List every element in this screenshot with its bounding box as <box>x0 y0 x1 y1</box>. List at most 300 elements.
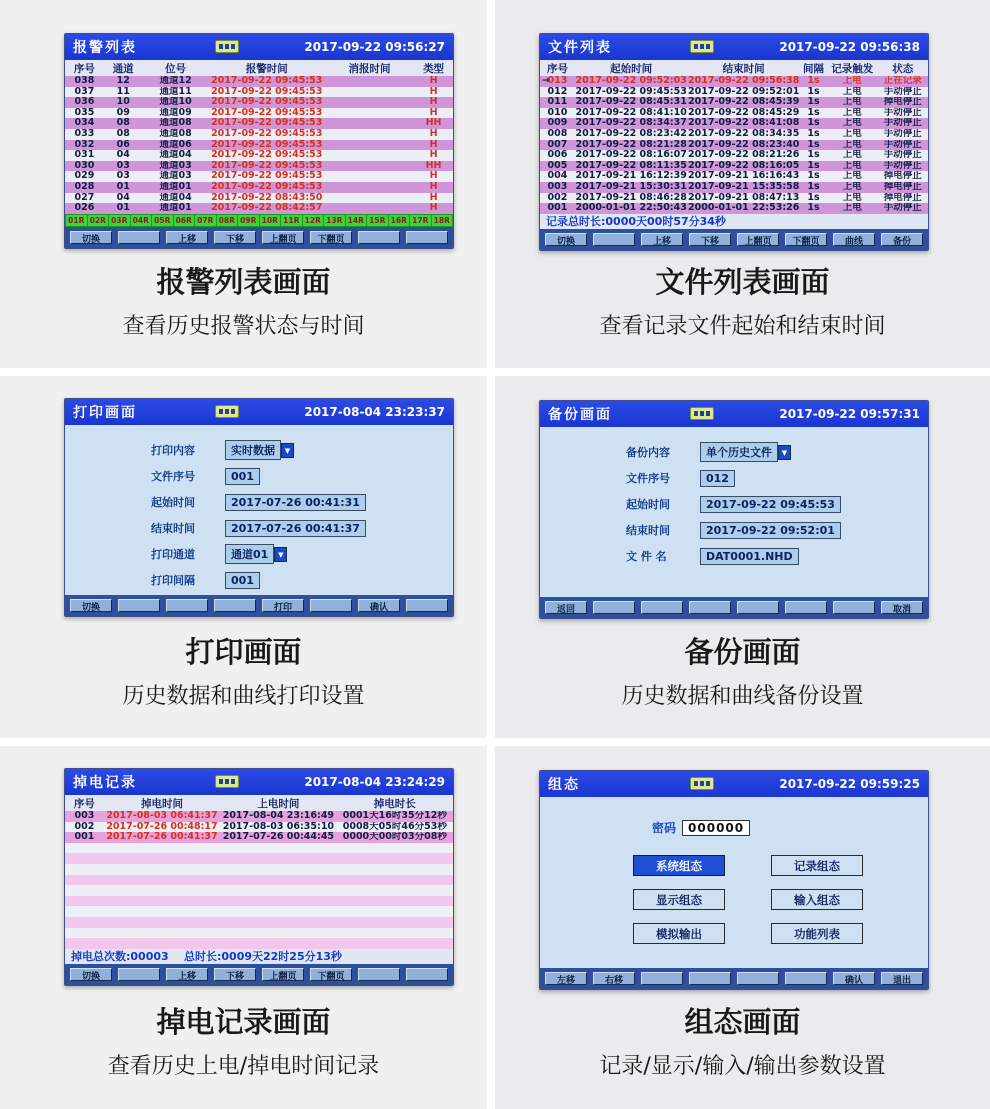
cell: 2017-09-22 09:52:03 <box>575 76 687 86</box>
softkey-button[interactable]: 确认 <box>358 599 400 612</box>
softkey-button[interactable]: 上翻页 <box>737 233 779 246</box>
page-title: 打印画面 <box>73 405 137 421</box>
table-row[interactable] <box>540 76 928 87</box>
cell: 2017-09-21 08:47:13 <box>688 192 800 203</box>
table-row[interactable] <box>65 182 453 193</box>
cell: 0001天16时35分12秒 <box>342 811 447 821</box>
cell <box>104 906 220 917</box>
cell-alarm <box>0 0 487 368</box>
cell: 06 <box>116 139 130 150</box>
cell: 010 <box>547 107 568 118</box>
table-row[interactable] <box>540 182 928 193</box>
table-row[interactable] <box>65 129 453 140</box>
cell: 006 <box>547 150 568 161</box>
cell: 10 <box>116 97 130 108</box>
channel-key[interactable]: 11R <box>281 215 302 226</box>
softkey-button[interactable]: 切换 <box>70 231 112 244</box>
field-value[interactable]: 001 <box>225 572 260 589</box>
table-row[interactable] <box>65 161 453 172</box>
softkey-button[interactable]: 切换 <box>70 968 112 981</box>
softkey-button[interactable]: 上移 <box>641 233 683 246</box>
config-menu-button[interactable]: 模拟输出 <box>633 923 725 944</box>
channel-key[interactable]: 16R <box>389 215 410 226</box>
titlebar <box>540 401 928 427</box>
poweroff-totals: 掉电总次数:00003 总时长:0009天22时25分13秒 <box>65 949 453 964</box>
table-row[interactable] <box>65 906 453 917</box>
field-value[interactable]: 2017-09-22 09:45:53 <box>700 496 841 513</box>
cell: 2017-09-22 08:16:07 <box>575 150 687 161</box>
config-menu <box>633 855 863 944</box>
softkey-button[interactable]: 确认 <box>833 972 875 985</box>
cell: 2017-09-22 08:23:42 <box>575 128 687 139</box>
cell: 通道03 <box>159 171 192 182</box>
cell: 08 <box>116 118 130 129</box>
panel-config <box>539 770 929 990</box>
softkey-button-blank[interactable] <box>641 601 683 614</box>
cell: 038 <box>74 76 95 86</box>
form-field <box>65 437 453 463</box>
cell: 2017-09-22 08:43:50 <box>211 192 323 203</box>
channel-key[interactable]: 05R <box>152 215 173 226</box>
channel-key[interactable]: 12R <box>303 215 324 226</box>
softkey-button[interactable]: 下移 <box>214 968 256 981</box>
caption-title: 文件列表画面 <box>655 265 830 299</box>
cell: 2017-07-26 00:44:45 <box>222 832 335 843</box>
field-value[interactable]: 2017-09-22 09:52:01 <box>700 522 841 539</box>
cell: 手动停止 <box>883 128 922 139</box>
cell <box>325 150 414 161</box>
table-row[interactable] <box>65 150 453 161</box>
config-menu-button[interactable]: 记录组态 <box>771 855 863 876</box>
channel-key[interactable]: 15R <box>367 215 388 226</box>
cell: 2017-09-21 16:12:39 <box>575 171 687 182</box>
cell <box>325 129 414 140</box>
table-row[interactable] <box>540 203 928 214</box>
field-value[interactable]: DAT0001.NHD <box>700 548 799 565</box>
field-value[interactable]: 012 <box>700 470 735 487</box>
cell <box>325 118 414 129</box>
page-title: 掉电记录 <box>73 775 137 791</box>
config-menu-button[interactable]: 显示组态 <box>633 889 725 910</box>
softkey-button[interactable]: 上移 <box>166 968 208 981</box>
column-header: 记录触发 <box>831 62 874 75</box>
column-header: 类型 <box>423 62 445 75</box>
table-row[interactable] <box>65 171 453 182</box>
field-value[interactable]: 2017-07-26 00:41:37 <box>225 520 366 537</box>
cell: 2017-09-22 08:42:57 <box>211 203 323 214</box>
softkey-button[interactable]: 切换 <box>545 233 587 246</box>
channel-key[interactable]: 01R <box>66 215 87 226</box>
field-label: 打印内容 <box>151 444 195 457</box>
titlebar <box>65 399 453 425</box>
channel-key[interactable]: 17R <box>410 215 431 226</box>
softkey-button-blank[interactable] <box>118 231 160 244</box>
cell: 012 <box>547 86 568 97</box>
caption-title: 组态画面 <box>684 1005 801 1039</box>
cell <box>220 928 336 939</box>
cell <box>104 885 220 896</box>
cell <box>65 928 104 939</box>
alarm-table <box>65 76 453 214</box>
softkey-button-blank[interactable] <box>785 972 827 985</box>
column-header: 间隔 <box>803 62 825 75</box>
softkey-button-blank[interactable] <box>737 972 779 985</box>
table-row[interactable] <box>65 118 453 129</box>
channel-key[interactable]: 03R <box>109 215 130 226</box>
clock: 2017-09-22 09:57:31 <box>779 407 920 421</box>
table-row[interactable] <box>65 140 453 151</box>
table-row[interactable] <box>65 885 453 896</box>
table-row[interactable] <box>65 843 453 854</box>
cell: 2017-09-21 16:16:43 <box>688 171 800 182</box>
channel-key[interactable]: 13R <box>324 215 345 226</box>
dropdown-arrow-icon[interactable]: ▼ <box>281 443 294 458</box>
column-header: 掉电时长 <box>373 797 416 810</box>
caption-title: 掉电记录画面 <box>156 1005 331 1039</box>
form-field <box>540 543 928 569</box>
cell: 手动停止 <box>883 107 922 118</box>
cell: 上电 <box>842 192 862 203</box>
softkey-button-blank[interactable] <box>118 599 160 612</box>
lcd-icon <box>215 40 239 53</box>
softkey-button[interactable]: 上翻页 <box>262 231 304 244</box>
panel-print <box>64 398 454 617</box>
softkey-button[interactable]: 右移 <box>593 972 635 985</box>
cell: 034 <box>74 118 95 129</box>
caption-subtitle: 查看历史报警状态与时间 <box>122 314 365 339</box>
cell <box>65 906 104 917</box>
cell: 030 <box>74 160 95 171</box>
cell: 001 <box>547 203 568 214</box>
page-title: 文件列表 <box>548 40 612 56</box>
cell: 上电 <box>842 150 862 161</box>
table-row[interactable] <box>540 140 928 151</box>
table-row[interactable] <box>540 171 928 182</box>
cell: 2017-09-22 09:45:53 <box>575 86 687 97</box>
cell: 1s <box>807 203 820 214</box>
softkey-button-blank[interactable] <box>406 231 448 244</box>
softkey-button-blank[interactable] <box>593 601 635 614</box>
table-header <box>540 60 928 76</box>
softkey-button-blank[interactable] <box>406 599 448 612</box>
lcd-icon <box>690 407 714 420</box>
field-label: 结束时间 <box>626 524 670 537</box>
table-row[interactable] <box>65 76 453 87</box>
cell: 通道10 <box>159 97 192 108</box>
clock: 2017-08-04 23:24:29 <box>304 775 445 789</box>
field-value[interactable]: 2017-07-26 00:41:31 <box>225 494 366 511</box>
softkey-button-blank[interactable] <box>593 233 635 246</box>
cell: 掉电停止 <box>883 192 922 203</box>
cell <box>65 885 104 896</box>
table-row[interactable] <box>540 87 928 98</box>
channel-key[interactable]: 09R <box>238 215 259 226</box>
dropdown-value[interactable]: 实时数据 <box>225 440 281 460</box>
dropdown-value[interactable]: 单个历史文件 <box>700 442 778 462</box>
config-menu-button[interactable]: 功能列表 <box>771 923 863 944</box>
softkey-button[interactable]: 退出 <box>881 972 923 985</box>
table-row[interactable] <box>65 832 453 843</box>
cell: H <box>429 192 438 203</box>
softkey-button[interactable]: 下翻页 <box>785 233 827 246</box>
softkey-button[interactable]: 上翻页 <box>262 968 304 981</box>
softkey-button-blank[interactable] <box>785 601 827 614</box>
cell <box>220 938 336 949</box>
cell: 通道04 <box>159 150 192 161</box>
table-row[interactable] <box>65 853 453 864</box>
softkey-button[interactable]: 上移 <box>166 231 208 244</box>
column-header: 通道 <box>112 62 134 75</box>
config-body <box>540 797 928 968</box>
cell: 2017-09-21 15:30:31 <box>575 181 687 192</box>
cell: 001 <box>74 832 95 843</box>
cell: 2017-09-22 08:21:26 <box>688 150 800 161</box>
cell: 2017-08-03 06:35:10 <box>222 821 335 832</box>
table-row[interactable] <box>65 203 453 214</box>
titlebar <box>65 34 453 60</box>
softkey-button-blank[interactable] <box>406 968 448 981</box>
cell <box>65 938 104 949</box>
table-row[interactable] <box>65 193 453 204</box>
cell: 1s <box>807 97 820 108</box>
channel-key[interactable]: 02R <box>88 215 109 226</box>
channel-key[interactable]: 07R <box>195 215 216 226</box>
softkey-bar <box>65 964 453 985</box>
cell: 1s <box>807 171 820 182</box>
cell: 手动停止 <box>883 118 922 129</box>
cell <box>337 885 453 896</box>
cell <box>325 203 414 214</box>
cell: 027 <box>74 192 95 203</box>
table-row[interactable] <box>65 896 453 907</box>
panel-poweroff-record <box>64 768 454 986</box>
cell <box>104 843 220 854</box>
cell: 上电 <box>842 160 862 171</box>
cell: 009 <box>547 118 568 129</box>
config-menu-button[interactable]: 输入组态 <box>771 889 863 910</box>
table-row[interactable] <box>65 864 453 875</box>
caption <box>0 630 487 710</box>
cell: 12 <box>116 76 130 86</box>
cell <box>325 161 414 172</box>
cell: 2017-09-22 08:21:28 <box>575 139 687 150</box>
password-input[interactable]: 000000 <box>682 820 750 836</box>
table-row[interactable] <box>65 97 453 108</box>
cell <box>104 853 220 864</box>
softkey-button-blank[interactable] <box>689 972 731 985</box>
cell: 上电 <box>842 128 862 139</box>
cell <box>220 906 336 917</box>
cell: 04 <box>116 192 130 203</box>
cell: 028 <box>74 181 95 192</box>
cell: 2017-09-22 08:45:39 <box>688 97 800 108</box>
column-header: 消报时间 <box>348 62 391 75</box>
cell <box>337 864 453 875</box>
channel-key[interactable]: 08R <box>217 215 238 226</box>
cell: 手动停止 <box>883 203 922 214</box>
cell: 上电 <box>842 97 862 108</box>
column-header: 序号 <box>73 62 95 75</box>
softkey-button[interactable]: 打印 <box>262 599 304 612</box>
column-header: 结束时间 <box>722 62 765 75</box>
cell: HH <box>425 118 442 129</box>
softkey-button[interactable]: 曲线 <box>833 233 875 246</box>
print-form <box>65 425 453 595</box>
cell: 2000-01-01 22:53:26 <box>688 203 800 214</box>
softkey-button-blank[interactable] <box>358 968 400 981</box>
cell: 09 <box>116 107 130 118</box>
panel-alarm-list <box>64 33 454 249</box>
caption-subtitle: 记录/显示/输入/输出参数设置 <box>599 1054 886 1079</box>
cell: 2017-09-22 09:45:53 <box>211 107 323 118</box>
channel-key[interactable]: 14R <box>346 215 367 226</box>
channel-key[interactable]: 06R <box>174 215 195 226</box>
cell: 2017-08-04 23:16:49 <box>222 811 335 821</box>
softkey-button-blank[interactable] <box>641 972 683 985</box>
cell: 通道08 <box>159 128 192 139</box>
cell: 2017-09-22 08:45:29 <box>688 107 800 118</box>
cell: 2017-09-22 08:45:31 <box>575 97 687 108</box>
config-menu-button[interactable]: 系统组态 <box>633 855 725 876</box>
cell: 004 <box>547 171 568 182</box>
table-row[interactable] <box>65 811 453 822</box>
caption-title: 备份画面 <box>684 635 801 669</box>
cell <box>325 171 414 182</box>
column-header: 状态 <box>892 62 914 75</box>
cell <box>104 864 220 875</box>
cell: 掉电停止 <box>883 181 922 192</box>
softkey-bar <box>65 227 453 248</box>
field-label: 文 件 名 <box>626 550 667 563</box>
cell: 2017-07-26 00:41:37 <box>106 832 218 843</box>
softkey-bar <box>540 968 928 989</box>
form-field <box>540 517 928 543</box>
table-row[interactable] <box>540 97 928 108</box>
cell: 002 <box>74 821 95 832</box>
cell: 03 <box>116 171 130 182</box>
cell: H <box>429 76 438 86</box>
cell: 2017-09-22 08:41:08 <box>688 118 800 129</box>
table-row[interactable] <box>540 193 928 204</box>
cell: 2017-09-22 09:45:53 <box>211 150 323 161</box>
softkey-button-blank[interactable] <box>689 601 731 614</box>
table-row[interactable] <box>65 928 453 939</box>
cell: 2017-09-22 08:34:37 <box>575 118 687 129</box>
softkey-button-blank[interactable] <box>833 601 875 614</box>
softkey-button[interactable]: 下移 <box>214 231 256 244</box>
field-label: 文件序号 <box>626 472 670 485</box>
softkey-button-blank[interactable] <box>737 601 779 614</box>
cell: 003 <box>74 811 95 821</box>
cell: 2017-09-22 08:23:40 <box>688 139 800 150</box>
cell-print <box>0 376 487 738</box>
softkey-button[interactable]: 取消 <box>881 601 923 614</box>
cell: 上电 <box>842 181 862 192</box>
cell: 通道06 <box>159 139 192 150</box>
cell <box>325 193 414 204</box>
cell <box>65 853 104 864</box>
softkey-button[interactable]: 下翻页 <box>310 968 352 981</box>
cell: 035 <box>74 107 95 118</box>
softkey-button[interactable]: 切换 <box>70 599 112 612</box>
cell: 2017-09-22 08:34:35 <box>688 128 800 139</box>
cell: 1s <box>807 181 820 192</box>
softkey-button-blank[interactable] <box>310 599 352 612</box>
table-row[interactable] <box>65 917 453 928</box>
softkey-button-blank[interactable] <box>214 599 256 612</box>
cell: 上电 <box>842 171 862 182</box>
table-row[interactable] <box>540 129 928 140</box>
table-row[interactable] <box>540 108 928 119</box>
channel-key[interactable]: 04R <box>131 215 152 226</box>
table-row[interactable] <box>65 875 453 886</box>
cell: 2017-09-22 09:45:53 <box>211 139 323 150</box>
table-row[interactable] <box>65 938 453 949</box>
softkey-bar <box>540 597 928 618</box>
cell: 通道01 <box>159 181 192 192</box>
caption-title: 打印画面 <box>185 635 302 669</box>
channel-key[interactable]: 10R <box>260 215 281 226</box>
cell: 01 <box>116 181 130 192</box>
cell: 通道03 <box>159 160 192 171</box>
cell: 通道08 <box>159 118 192 129</box>
clock: 2017-09-22 09:59:25 <box>779 777 920 791</box>
dropdown-arrow-icon[interactable]: ▼ <box>778 445 791 460</box>
cell: 通道01 <box>159 203 192 214</box>
cell <box>65 917 104 928</box>
field-value[interactable]: 001 <box>225 468 260 485</box>
column-header: 序号 <box>73 797 95 810</box>
softkey-button[interactable]: 左移 <box>545 972 587 985</box>
password-row <box>652 819 750 836</box>
cell <box>220 917 336 928</box>
cell: H <box>429 107 438 118</box>
cell: 通道04 <box>159 192 192 203</box>
softkey-button[interactable]: 下翻页 <box>310 231 352 244</box>
cell: 上电 <box>842 118 862 129</box>
field-label: 起始时间 <box>151 496 195 509</box>
cell: H <box>429 139 438 150</box>
dropdown-arrow-icon[interactable]: ▼ <box>274 547 287 562</box>
table-row[interactable] <box>65 87 453 98</box>
table-row[interactable] <box>65 822 453 833</box>
table-row[interactable] <box>65 108 453 119</box>
cell: H <box>429 181 438 192</box>
form-field <box>65 489 453 515</box>
softkey-button[interactable]: 下移 <box>689 233 731 246</box>
channel-key[interactable]: 18R <box>432 215 453 226</box>
caption <box>0 1000 487 1080</box>
cell: 上电 <box>842 107 862 118</box>
cell: 2017-09-21 08:46:28 <box>575 192 687 203</box>
softkey-button-blank[interactable] <box>358 231 400 244</box>
softkey-button[interactable]: 备份 <box>881 233 923 246</box>
caption-subtitle: 历史数据和曲线备份设置 <box>621 684 864 709</box>
cell: 手动停止 <box>883 139 922 150</box>
dropdown-value[interactable]: 通道01 <box>225 544 274 564</box>
softkey-button-blank[interactable] <box>118 968 160 981</box>
table-row[interactable] <box>540 118 928 129</box>
table-row[interactable] <box>540 150 928 161</box>
panel-backup <box>539 400 929 619</box>
softkey-button-blank[interactable] <box>166 599 208 612</box>
softkey-button[interactable]: 返回 <box>545 601 587 614</box>
cell <box>337 875 453 886</box>
table-row[interactable] <box>540 161 928 172</box>
cell: 2017-09-22 09:45:53 <box>211 181 323 192</box>
caption <box>495 260 990 340</box>
column-header: 上电时间 <box>257 797 300 810</box>
